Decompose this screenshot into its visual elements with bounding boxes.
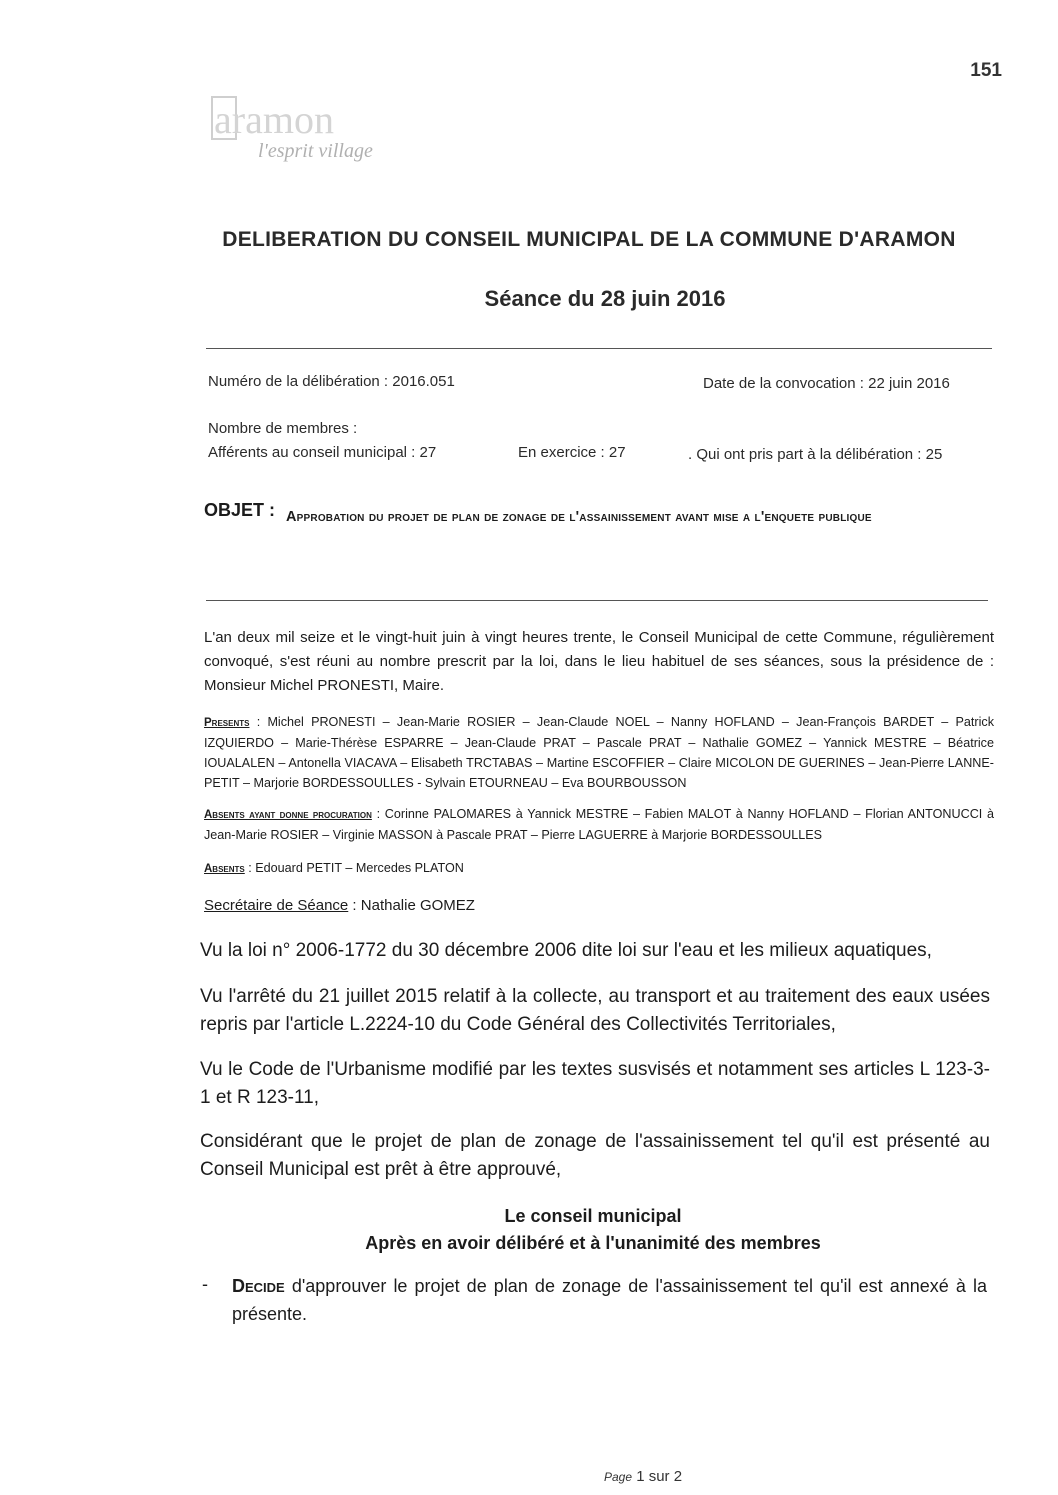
afferents-count: Afférents au conseil municipal : 27 xyxy=(208,444,437,461)
objet-text: Approbation du projet de plan de zonage de l'assainissement avant mise a l'enquete publique xyxy=(286,509,872,525)
presents-paragraph xyxy=(204,712,994,793)
stamp-number: 151 xyxy=(970,60,1002,81)
decide-paragraph xyxy=(232,1272,987,1328)
vu-loi-paragraph: Vu la loi n° 2006-1772 du 30 décembre 2006 dite loi sur l'eau et les milieux aquatiques, xyxy=(200,940,932,961)
aramon-logo xyxy=(210,95,460,175)
absents-procuration-list: : Corinne PALOMARES à Yannick MESTRE – Fabien MALOT à Nanny HOFLAND – Florian ANTONUCCI à Jean-Marie ROSIER – Virginie MASSON à Pascale PRAT – Pierre LAGUERRE à Marjorie BORDESSOULLES xyxy=(204,807,994,842)
decide-text: d'approuver le projet de plan de zonage de l'assainissement tel qu'il est annexé à la présente. xyxy=(232,1276,987,1324)
absents-procuration-label: Absents ayant donne procuration xyxy=(204,809,372,821)
secretaire-label: Secrétaire de Séance xyxy=(204,897,349,914)
absents-paragraph xyxy=(204,858,994,879)
page-footer xyxy=(604,1468,682,1485)
absents-label: Absents xyxy=(204,863,245,875)
nombre-membres-label: Nombre de membres : xyxy=(208,420,358,437)
logo-graphic xyxy=(210,95,460,175)
decide-bullet: - xyxy=(202,1274,208,1294)
intro-paragraph: L'an deux mil seize et le vingt-huit juin à vingt heures trente, le Conseil Municipal de cette Commune, régulièrement convoqué, s'est réuni au nombre prescrit par la loi, dans le lieu habituel de ses séances, sous la présidence de : Monsieur Michel PRONESTI, Maire. xyxy=(204,629,994,694)
en-exercice-count: En exercice : 27 xyxy=(518,444,626,461)
numero-deliberation: Numéro de la délibération : 2016.051 xyxy=(208,373,455,390)
seance-date: Séance du 28 juin 2016 xyxy=(484,286,726,311)
presents-list: : Michel PRONESTI – Jean-Marie ROSIER – Jean-Claude NOEL – Nanny HOFLAND – Jean-François BARDET – Patrick IZQUIERDO – Marie-Thérèse ESPARRE – Jean-Claude PRAT – Pascale PRAT – Nathalie GOMEZ – Yannick MESTRE – Béatrice IOUALALEN – Antonella VIACAVA – Elisabeth TRCTABAS – Martine ESCOFFIER – Claire MICOLON DE GUERINES – Jean-Pierre LANNE-PETIT – Marjorie BORDESSOULLES - Sylvain ETOURNEAU – Eva BOURBOUSSON xyxy=(204,715,994,790)
decide-label: Decide xyxy=(232,1276,285,1296)
middle-divider xyxy=(206,600,988,601)
pris-part-count: . Qui ont pris part à la délibération : 25 xyxy=(688,446,943,463)
absents-procuration-paragraph xyxy=(204,804,994,845)
svg-text:l'esprit village: l'esprit village xyxy=(258,140,373,162)
objet-label: OBJET : xyxy=(204,500,276,520)
presents-label: Presents xyxy=(204,717,250,729)
date-convocation: Date de la convocation : 22 juin 2016 xyxy=(703,375,950,392)
considerant-paragraph: Considérant que le projet de plan de zonage de l'assainissement tel qu'il est présenté au Conseil Municipal est prêt à être approuvé, xyxy=(200,1131,990,1180)
vu-arrete-paragraph: Vu l'arrêté du 21 juillet 2015 relatif à la collecte, au transport et au traitement des eaux usées repris par l'article L.2224-10 du Code Général des Collectivités Territoriales, xyxy=(200,986,990,1035)
absents-list: : Edouard PETIT – Mercedes PLATON xyxy=(244,861,464,875)
svg-text:aramon: aramon xyxy=(214,97,334,142)
secretaire-line xyxy=(204,897,475,914)
footer-page-word: Page xyxy=(604,1470,633,1484)
conseil-heading: Le conseil municipal Après en avoir délibéré et à l'unanimité des membres xyxy=(0,1203,1058,1257)
footer-page-number: 1 sur 2 xyxy=(632,1468,683,1485)
deliberation-heading: Après en avoir délibéré et à l'unanimité des membres xyxy=(365,1233,821,1253)
top-divider xyxy=(206,348,992,349)
vu-code-urbanisme-paragraph: Vu le Code de l'Urbanisme modifié par les textes susvisés et notamment ses articles L 123-3-1 et R 123-11, xyxy=(200,1059,990,1108)
secretaire-name: : Nathalie GOMEZ xyxy=(348,897,475,914)
deliberation-title: DELIBERATION DU CONSEIL MUNICIPAL DE LA COMMUNE D'ARAMON xyxy=(222,228,956,251)
